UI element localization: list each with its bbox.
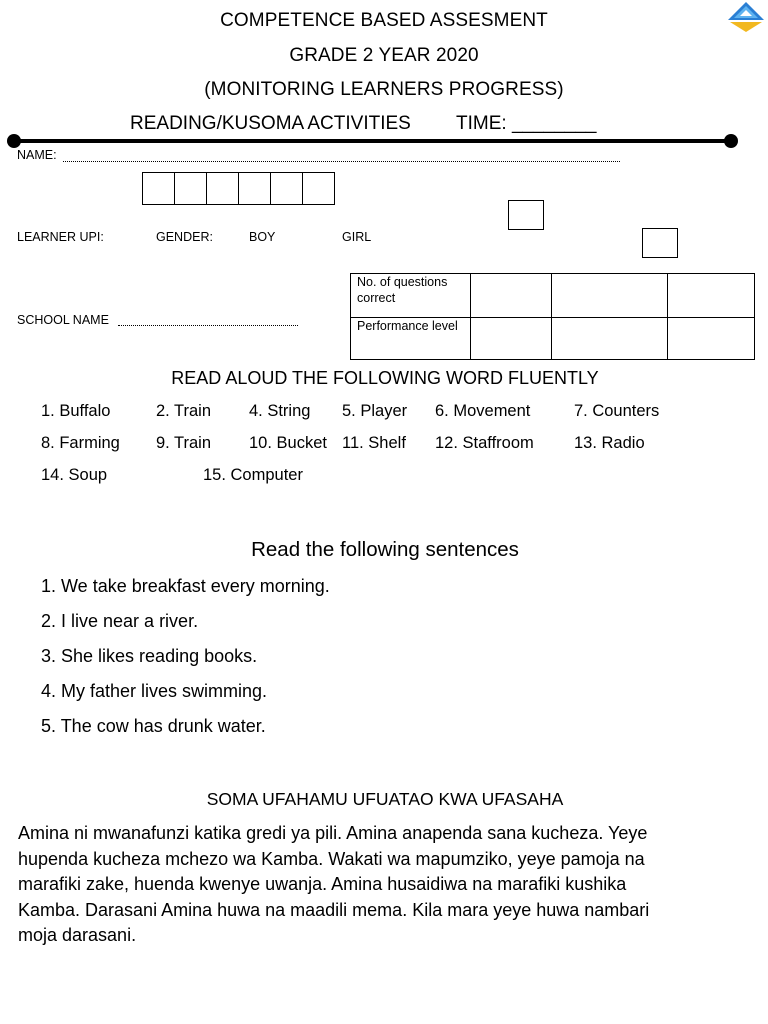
score-cell[interactable] (471, 274, 552, 318)
passage-line: moja darasani. (18, 925, 137, 946)
upi-box[interactable] (206, 172, 239, 205)
upi-box[interactable] (142, 172, 175, 205)
word-item: 1. Buffalo (41, 402, 111, 420)
comprehension-heading: SOMA UFAHAMU UFUATAO KWA UFASAHA (206, 789, 564, 809)
upi-label: LEARNER UPI: (17, 230, 104, 244)
boy-checkbox[interactable] (508, 200, 544, 230)
score-table-label-performance: Performance level (351, 318, 471, 360)
sentence-item: 3. She likes reading books. (41, 646, 258, 666)
girl-label: GIRL (342, 230, 372, 244)
comprehension-passage (18, 821, 748, 949)
score-cell[interactable] (471, 318, 552, 360)
word-item: 11. Shelf (342, 434, 406, 452)
word-item: 8. Farming (41, 434, 120, 452)
gender-label: GENDER: (156, 230, 213, 244)
title-assessment: COMPETENCE BASED ASSESMENT (220, 10, 548, 31)
score-table-label-correct: No. of questions correct (351, 274, 471, 318)
name-label: NAME: (17, 148, 57, 162)
word-item: 10. Bucket (249, 434, 327, 452)
word-item: 7. Counters (574, 402, 660, 420)
rule-right-dot (724, 134, 738, 148)
word-item: 14. Soup (41, 466, 108, 484)
girl-checkbox[interactable] (642, 228, 678, 258)
sentence-item: 2. I live near a river. (41, 611, 199, 631)
sentence-item: 5. The cow has drunk water. (41, 716, 266, 736)
upi-box[interactable] (238, 172, 271, 205)
school-name-field[interactable] (118, 325, 298, 326)
header-rule (14, 139, 732, 143)
upi-box[interactable] (302, 172, 335, 205)
name-field[interactable] (63, 161, 620, 162)
passage-line: Amina ni mwanafunzi katika gredi ya pili. Amina anapenda sana kucheza. Yeye (18, 823, 648, 843)
word-item: 5. Player (342, 402, 408, 420)
upi-box[interactable] (270, 172, 303, 205)
word-item: 9. Train (156, 434, 212, 452)
title-monitoring: (MONITORING LEARNERS PROGRESS) (204, 79, 564, 100)
passage-line: Kamba. Darasani Amina huwa na maadili mema. Kila mara yeye huwa nambari (18, 899, 650, 920)
upi-box[interactable] (174, 172, 207, 205)
score-cell[interactable] (668, 274, 755, 318)
words-heading: READ ALOUD THE FOLLOWING WORD FLUENTLY (171, 368, 599, 388)
upi-boxes[interactable] (142, 172, 335, 205)
score-cell[interactable] (552, 274, 668, 318)
school-name-label: SCHOOL NAME (17, 313, 109, 327)
title-activity: READING/KUSOMA ACTIVITIES (130, 113, 411, 134)
passage-line: hupenda kucheza mchezo wa Kamba. Wakati wa mapumziko, yeye pamoja na (18, 848, 645, 869)
score-cell[interactable] (668, 318, 755, 360)
word-item: 12. Staffroom (435, 434, 534, 452)
title-grade: GRADE 2 YEAR 2020 (289, 45, 479, 66)
boy-label: BOY (249, 230, 276, 244)
passage-line: marafiki zake, huenda kwenye uwanja. Amina husaidiwa na marafiki kushika (18, 874, 627, 895)
score-cell[interactable] (552, 318, 668, 360)
word-item: 4. String (249, 402, 311, 420)
word-item: 2. Train (156, 402, 212, 420)
sentences-heading: Read the following sentences (251, 538, 519, 561)
time-label: TIME: ________ (456, 113, 597, 134)
word-item: 6. Movement (435, 402, 531, 420)
score-table (350, 273, 755, 360)
word-item: 13. Radio (574, 434, 645, 452)
word-item: 15. Computer (203, 466, 303, 484)
sentence-item: 4. My father lives swimming. (41, 681, 268, 701)
sentence-item: 1. We take breakfast every morning. (41, 576, 330, 596)
